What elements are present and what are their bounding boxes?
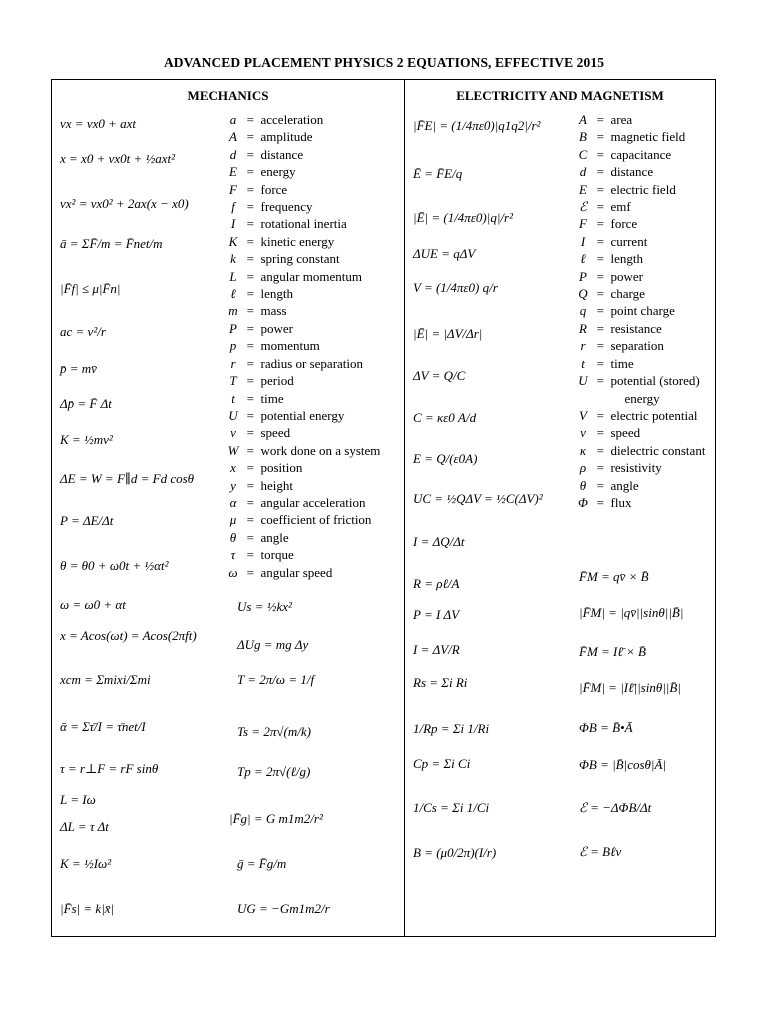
definition-text: potential energy: [260, 407, 345, 423]
definition-text: time: [260, 390, 284, 406]
definition-text: height: [260, 477, 293, 493]
definition-row: [576, 337, 705, 354]
definition-text: period: [260, 373, 294, 389]
definition-text: capacitance: [610, 146, 672, 162]
equals-sign: =: [596, 233, 604, 249]
equation: E = Q/(ε0A): [413, 451, 478, 466]
equation: Δp̄ = F̄ Δt: [60, 396, 112, 411]
equals-sign: =: [246, 407, 254, 423]
equation: |F̄E| = (1/4πε0)|q1q2|/r²: [413, 118, 541, 133]
equation: Ē = F̄E/q: [413, 166, 463, 181]
equation: ω = ω0 + αt: [60, 597, 126, 612]
equation: Ts = 2π√(m/k): [237, 724, 311, 739]
equals-sign: =: [596, 199, 604, 215]
definition-text: acceleration: [260, 112, 324, 127]
equation: L = Iω: [60, 792, 96, 807]
equals-sign: =: [246, 112, 254, 127]
equation: vx = vx0 + axt: [60, 116, 137, 131]
definition-row: [576, 146, 705, 163]
equation: ḡ = F̄g/m: [237, 856, 287, 871]
equals-sign: =: [596, 442, 604, 458]
equals-sign: =: [596, 303, 604, 319]
equation: |Ē| = |ΔV/Δr|: [413, 326, 483, 341]
definition-row: [576, 320, 705, 337]
equation: K = ½Iω²: [60, 856, 112, 871]
equation: Tp = 2π√(ℓ/g): [237, 764, 311, 779]
definition-text: time: [610, 355, 634, 371]
definition-symbol: a: [229, 112, 237, 127]
equation: V = (1/4πε0) q/r: [413, 280, 498, 295]
definition-row: [576, 355, 705, 372]
definition-text: torque: [260, 547, 294, 563]
definition-symbol: ℰ: [579, 199, 587, 215]
equation: ac = v²/r: [60, 324, 106, 339]
equation: K = ½mv²: [60, 432, 113, 447]
equals-sign: =: [596, 338, 604, 354]
definition-text: rotational inertia: [260, 216, 347, 232]
definition-row: [576, 198, 705, 215]
definition-symbol: α: [229, 494, 237, 510]
equation: τ = r⊥F = rF sinθ: [60, 761, 159, 776]
definition-row: [226, 546, 380, 563]
definition-text: flux: [610, 494, 632, 510]
definition-symbol: U: [228, 407, 238, 423]
definition-symbol: F: [579, 216, 587, 232]
equals-sign: =: [596, 164, 604, 180]
definition-symbol: R: [579, 320, 587, 336]
mechanics-heading: MECHANICS: [187, 88, 269, 103]
definition-row: [226, 477, 380, 494]
definition-text: momentum: [260, 338, 320, 354]
definition-text: energy: [260, 164, 296, 180]
equation: x = Acos(ωt) = Acos(2πft): [60, 628, 197, 643]
equals-sign: =: [596, 477, 604, 493]
definition-row: [226, 198, 380, 215]
definition-symbol: d: [229, 146, 237, 162]
definition-text: area: [610, 112, 633, 127]
equals-sign: =: [596, 320, 604, 336]
definition-row: [226, 407, 380, 424]
definition-symbol: U: [578, 373, 588, 389]
definition-row: [226, 564, 380, 581]
equation: ā = ΣF̄/m = F̄net/m: [60, 236, 163, 251]
definition-row: [576, 128, 705, 145]
definition-symbol: A: [229, 129, 237, 145]
equation: Cp = Σi Ci: [413, 756, 471, 771]
definition-symbol: κ: [579, 442, 587, 458]
definition-text: emf: [610, 199, 631, 215]
definition-row: [576, 459, 705, 476]
equals-sign: =: [596, 251, 604, 267]
equals-sign: =: [246, 494, 254, 510]
equals-sign: =: [246, 216, 254, 232]
equals-sign: =: [246, 233, 254, 249]
definition-text: angle: [260, 529, 289, 545]
definition-row: [576, 215, 705, 232]
definition-text: distance: [260, 146, 304, 162]
equals-sign: =: [246, 460, 254, 476]
equation: |F̄s| = k|x̄|: [60, 901, 115, 916]
definition-text: angle: [610, 477, 639, 493]
definition-symbol: f: [231, 199, 235, 215]
definition-symbol: ℓ: [580, 251, 586, 267]
definition-text: length: [260, 286, 293, 302]
definition-row: [576, 442, 705, 459]
definition-row: [576, 390, 705, 407]
equals-sign: =: [596, 216, 604, 232]
definition-row: [226, 268, 380, 285]
equation: |Ē| = (1/4πε0)|q|/r²: [413, 210, 513, 225]
definition-text: mass: [260, 303, 287, 319]
definition-symbol: K: [228, 233, 238, 249]
equation: p̄ = mv̄: [60, 361, 97, 376]
definition-symbol: P: [229, 320, 237, 336]
equation: T = 2π/ω = 1/f: [237, 672, 315, 687]
definition-symbol: v: [230, 425, 236, 441]
definition-row: [576, 163, 705, 180]
equation: R = ρℓ/A: [413, 576, 460, 591]
definition-row: [226, 372, 380, 389]
definition-symbol: θ: [579, 477, 587, 493]
definition-text: resistance: [610, 320, 662, 336]
definition-symbol: p: [229, 338, 237, 354]
definition-text: current: [610, 233, 648, 249]
definition-symbol: r: [230, 355, 236, 371]
equation: ΔL = τ Δt: [60, 819, 109, 834]
definition-text: angular momentum: [260, 268, 362, 284]
definition-symbol: L: [229, 268, 237, 284]
definition-row: [226, 163, 380, 180]
definition-symbol: ω: [228, 564, 238, 580]
equation: |F̄g| = G m1m2/r²: [229, 811, 323, 826]
equals-sign: =: [246, 373, 254, 389]
equation: x = x0 + vx0t + ½axt²: [60, 151, 176, 166]
definition-row: [226, 442, 380, 459]
definition-row: [226, 320, 380, 337]
definition-symbol: P: [579, 268, 587, 284]
equation: ΔE = W = F∥d = Fd cosθ: [60, 471, 195, 486]
definition-row: [226, 511, 380, 528]
equation: 1/Cs = Σi 1/Ci: [413, 800, 490, 815]
definition-text: electric potential: [610, 407, 698, 423]
equation: B = (μ0/2π)(I/r): [413, 845, 497, 860]
equation: ΔV = Q/C: [413, 368, 466, 383]
definition-row: [226, 215, 380, 232]
equals-sign: =: [246, 286, 254, 302]
definition-row: [576, 372, 705, 389]
equals-sign: =: [596, 112, 604, 127]
definition-row: [226, 128, 380, 145]
definition-text: work done on a system: [260, 442, 381, 458]
equals-sign: =: [246, 477, 254, 493]
definition-symbol: I: [230, 216, 236, 232]
equals-sign: =: [246, 320, 254, 336]
definition-symbol: E: [229, 164, 237, 180]
definition-symbol: I: [580, 233, 586, 249]
equation: ℰ = −ΔΦB/Δt: [579, 800, 652, 815]
equation: 1/Rp = Σi 1/Ri: [413, 721, 490, 736]
equals-sign: =: [596, 460, 604, 476]
definition-row: [226, 285, 380, 302]
definition-text: magnetic field: [610, 129, 686, 145]
definition-text: spring constant: [260, 251, 340, 267]
equation: |F̄M| = |qv̄||sinθ||B̄|: [579, 605, 684, 620]
definition-row: [576, 250, 705, 267]
definition-row: [226, 390, 380, 407]
definition-text: electric field: [610, 181, 676, 197]
page-title: ADVANCED PLACEMENT PHYSICS 2 EQUATIONS, EFFECTIVE 2015: [163, 55, 605, 70]
definition-text: angular acceleration: [260, 494, 366, 510]
definition-row: [576, 268, 705, 285]
equals-sign: =: [246, 146, 254, 162]
equation: I = ΔV/R: [413, 642, 460, 657]
definition-row: [576, 111, 705, 128]
definition-text: power: [260, 320, 293, 336]
definition-symbol: v: [580, 425, 586, 441]
definition-text: potential (stored): [610, 373, 700, 389]
definition-text: energy: [624, 390, 660, 406]
equals-sign: =: [246, 268, 254, 284]
definition-row: [576, 285, 705, 302]
equals-sign: =: [596, 373, 604, 389]
definition-symbol: θ: [229, 529, 237, 545]
equals-sign: =: [596, 425, 604, 441]
definition-symbol: Q: [578, 286, 588, 302]
definition-text: separation: [610, 338, 664, 354]
equals-sign: =: [596, 146, 604, 162]
equation: ΔUE = qΔV: [413, 246, 476, 261]
equals-sign: =: [596, 181, 604, 197]
definition-text: resistivity: [610, 460, 662, 476]
definition-text: angular speed: [260, 564, 333, 580]
definition-symbol: x: [230, 460, 236, 476]
equation: vx² = vx0² + 2ax(x − x0): [60, 196, 189, 211]
equation: ΦB = |B̄|cosθ|Ā|: [579, 757, 667, 772]
definition-text: charge: [610, 286, 645, 302]
definition-row: [576, 477, 705, 494]
definition-text: speed: [610, 425, 641, 441]
definition-symbol: C: [578, 146, 588, 162]
definition-row: [576, 181, 705, 198]
equation: |F̄f| ≤ μ|F̄n|: [60, 281, 121, 296]
definition-row: [226, 355, 380, 372]
definition-row: [226, 181, 380, 198]
equation: P = I ΔV: [413, 607, 460, 622]
equation: F̄M = qv̄ × B̄: [579, 569, 649, 584]
definition-symbol: t: [231, 390, 235, 406]
mechanics-definitions: [226, 111, 380, 581]
definition-row: [226, 233, 380, 250]
definition-text: point charge: [610, 303, 675, 319]
equals-sign: =: [246, 425, 254, 441]
equals-sign: =: [246, 355, 254, 371]
equals-sign: =: [246, 199, 254, 215]
equation: xcm = Σmixi/Σmi: [60, 672, 151, 687]
definition-symbol: r: [580, 338, 586, 354]
equals-sign: =: [246, 547, 254, 563]
equation: I = ΔQ/Δt: [413, 534, 465, 549]
equation: C = κε0 A/d: [413, 410, 477, 425]
equals-sign: =: [596, 268, 604, 284]
definition-text: frequency: [260, 199, 313, 215]
equals-sign: =: [246, 338, 254, 354]
equation: ΦB = B̄•Ā: [579, 720, 633, 735]
equals-sign: =: [246, 529, 254, 545]
definition-symbol: W: [227, 442, 239, 458]
definition-symbol: m: [228, 303, 238, 319]
definition-text: distance: [610, 164, 654, 180]
definition-text: power: [610, 268, 643, 284]
definition-symbol: E: [579, 181, 587, 197]
equation: F̄M = Iℓ̄ × B̄: [579, 644, 646, 659]
equation: ᾱ = Στ̄/I = τ̄net/I: [60, 719, 146, 734]
equals-sign: =: [596, 286, 604, 302]
definition-row: [226, 494, 380, 511]
equation: UG = −Gm1m2/r: [237, 901, 330, 916]
definition-symbol: t: [581, 355, 585, 371]
definition-row: [226, 459, 380, 476]
definition-row: [226, 337, 380, 354]
definition-row: [226, 424, 380, 441]
definition-text: position: [260, 460, 303, 476]
equation: UC = ½QΔV = ½C(ΔV)²: [413, 491, 543, 506]
definition-row: [576, 424, 705, 441]
equation: P = ΔE/Δt: [60, 513, 114, 528]
equation: Us = ½kx²: [237, 599, 292, 614]
definition-row: [226, 529, 380, 546]
equation: ℰ = Bℓv: [579, 844, 622, 859]
definition-row: [226, 302, 380, 319]
definition-symbol: Φ: [578, 494, 588, 510]
equals-sign: =: [246, 181, 254, 197]
definition-symbol: q: [579, 303, 587, 319]
equals-sign: =: [246, 512, 254, 528]
em-heading: ELECTRICITY AND MAGNETISM: [456, 88, 664, 103]
definition-symbol: ρ: [579, 460, 587, 476]
equals-sign: =: [596, 129, 604, 145]
definition-symbol: μ: [229, 512, 237, 528]
equals-sign: =: [246, 251, 254, 267]
definition-text: length: [610, 251, 643, 267]
definition-symbol: A: [579, 112, 587, 127]
equals-sign: =: [246, 303, 254, 319]
definition-row: [576, 302, 705, 319]
definition-symbol: k: [230, 251, 236, 267]
equals-sign: =: [596, 494, 604, 510]
equation: Rs = Σi Ri: [413, 675, 468, 690]
equation: |F̄M| = |Iℓ̄||sinθ||B̄|: [579, 680, 681, 695]
definition-symbol: T: [229, 373, 237, 389]
equals-sign: =: [246, 390, 254, 406]
definition-symbol: d: [579, 164, 587, 180]
definition-row: [226, 111, 380, 128]
definition-text: amplitude: [260, 129, 313, 145]
definition-symbol: B: [579, 129, 587, 145]
definition-symbol: V: [579, 407, 587, 423]
equals-sign: =: [596, 355, 604, 371]
definition-text: force: [610, 216, 638, 232]
definition-text: dielectric constant: [610, 442, 706, 458]
definition-row: [226, 250, 380, 267]
equals-sign: =: [246, 442, 254, 458]
equals-sign: =: [246, 164, 254, 180]
definition-text: radius or separation: [260, 355, 364, 371]
definition-symbol: y: [230, 477, 236, 493]
equals-sign: =: [246, 564, 254, 580]
definition-text: coefficient of friction: [260, 512, 372, 528]
definition-text: speed: [260, 425, 291, 441]
equation: θ = θ0 + ω0t + ½αt²: [60, 558, 169, 573]
definition-symbol: F: [229, 181, 237, 197]
definition-row: [576, 407, 705, 424]
definition-row: [576, 494, 705, 511]
definition-symbol: ℓ: [230, 286, 236, 302]
equals-sign: =: [596, 407, 604, 423]
definition-row: [576, 233, 705, 250]
definition-text: kinetic energy: [260, 233, 335, 249]
definition-symbol: τ: [230, 547, 236, 563]
equation: ΔUg = mg Δy: [237, 637, 309, 652]
definition-text: force: [260, 181, 288, 197]
equals-sign: =: [246, 129, 254, 145]
column-divider: [404, 79, 405, 937]
em-definitions: [576, 111, 705, 511]
definition-row: [226, 146, 380, 163]
